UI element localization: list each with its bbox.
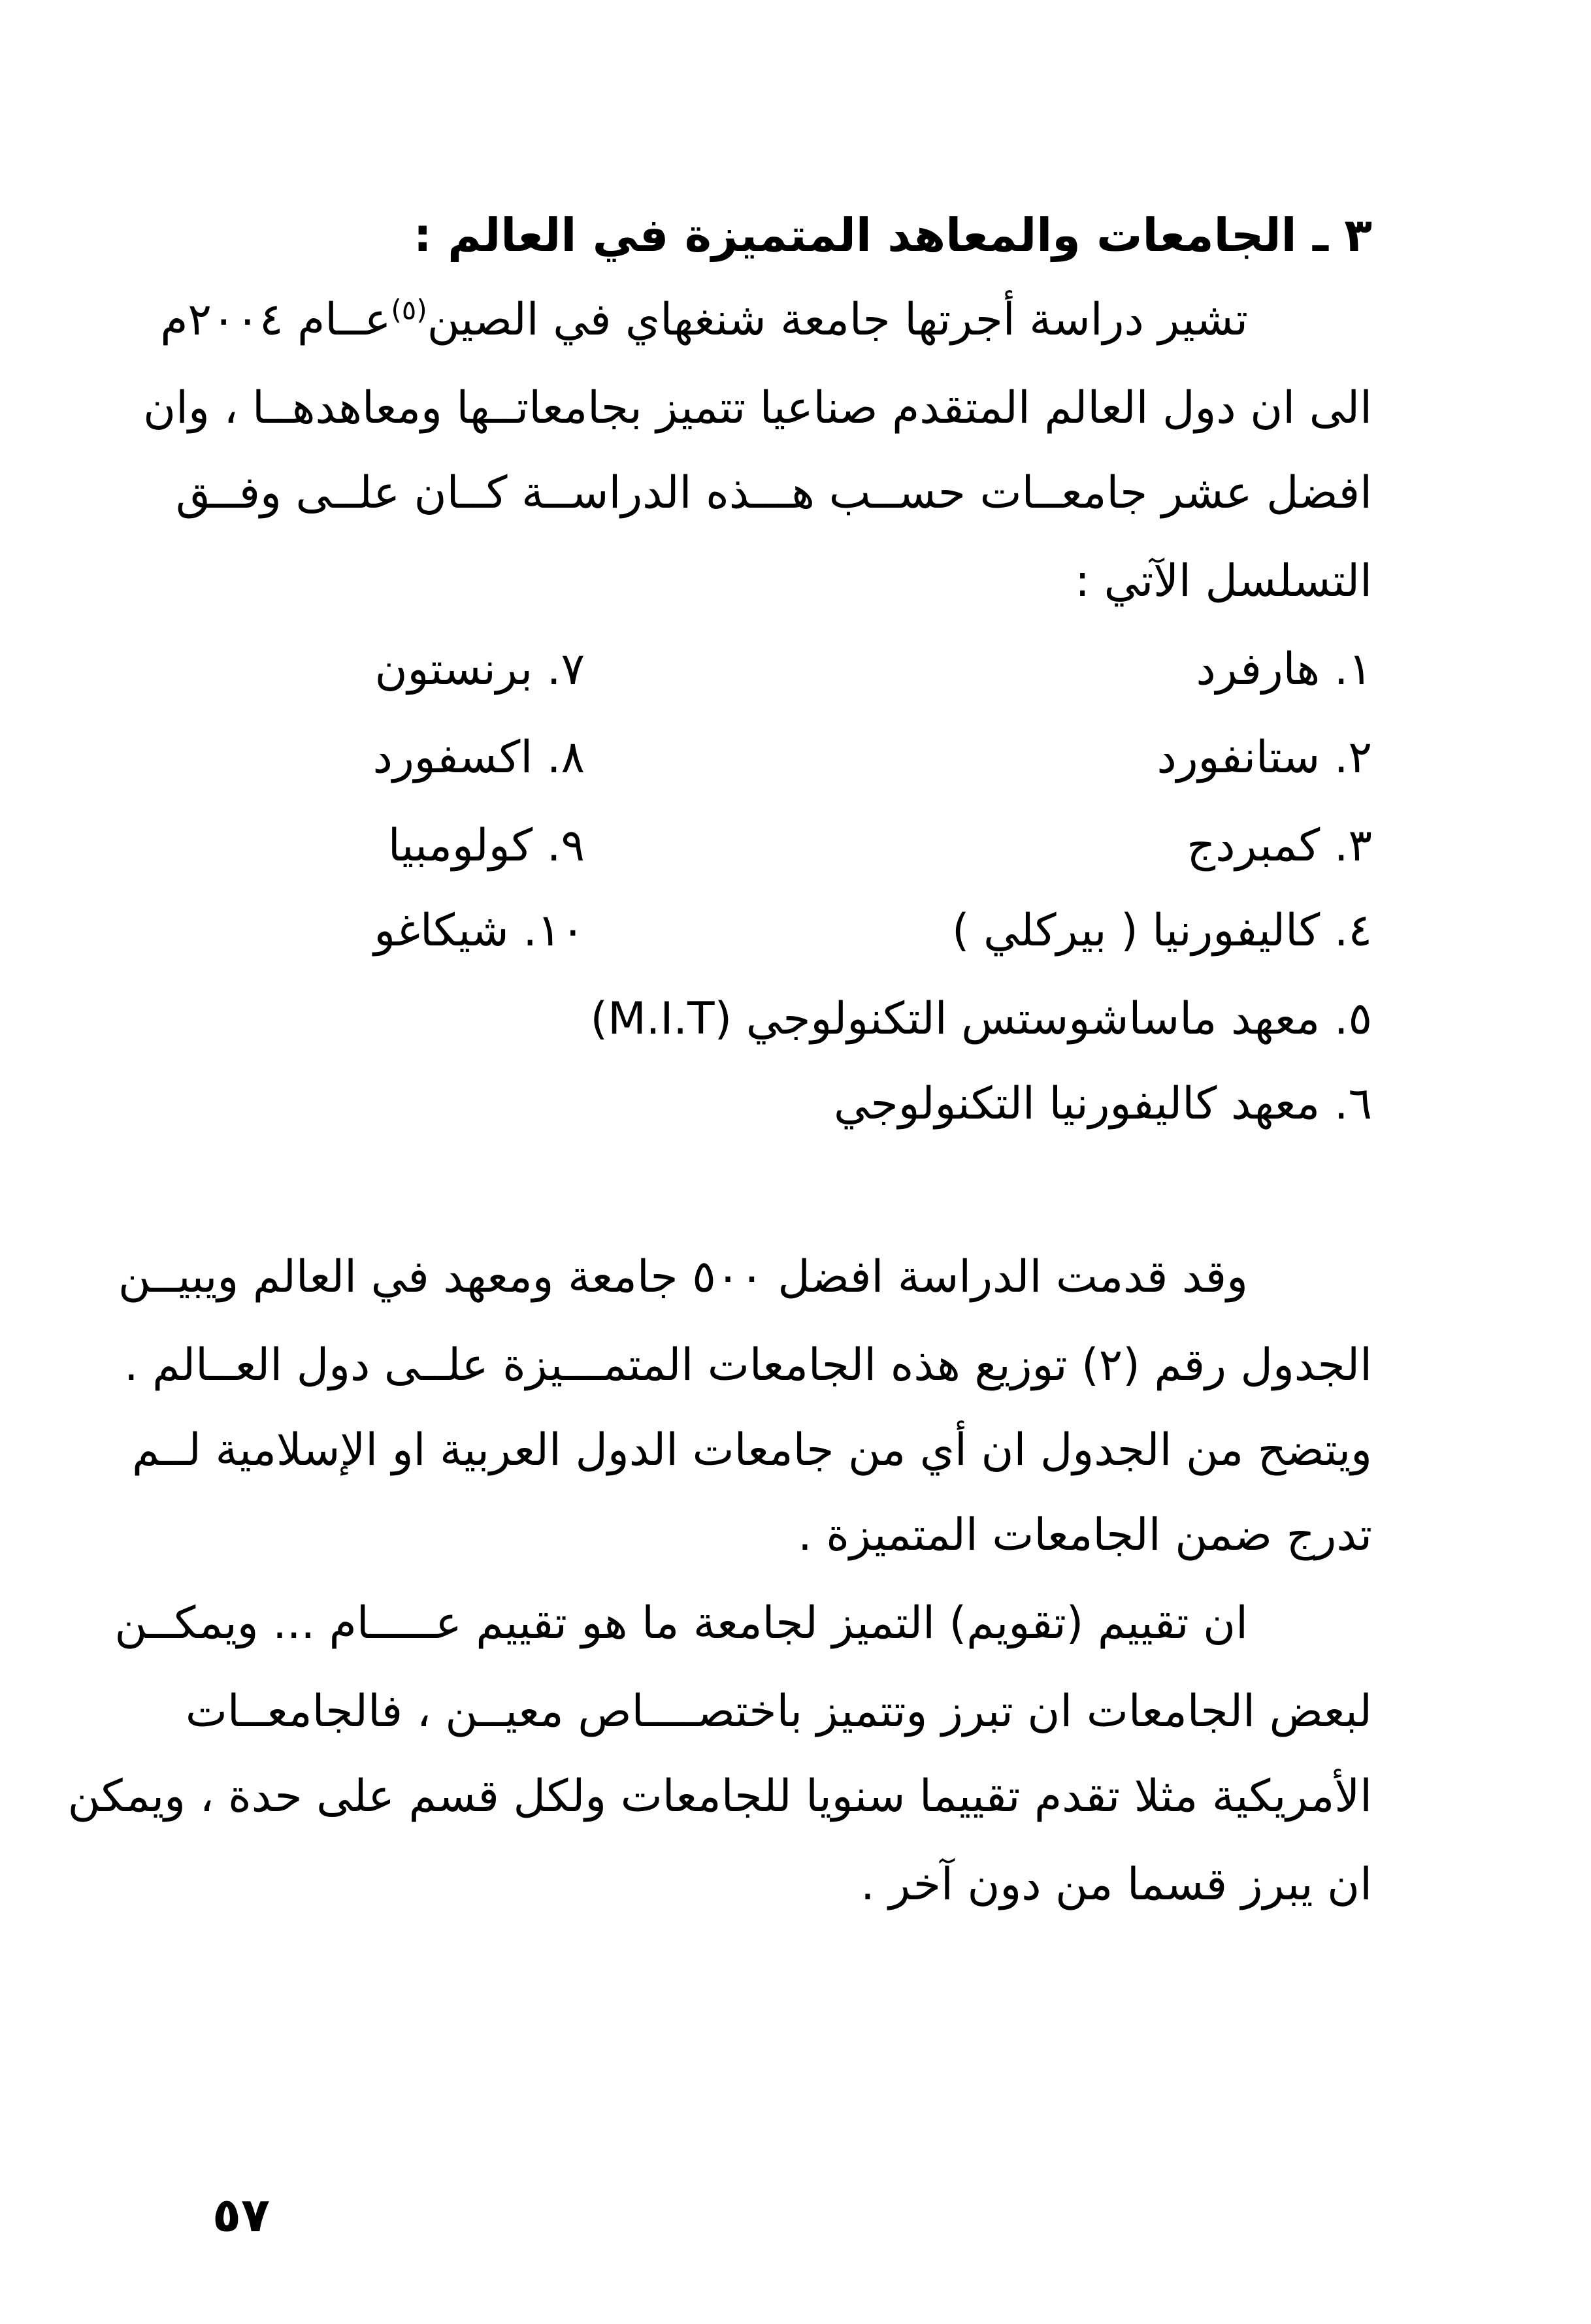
intro-line-2: الى ان دول العالم المتقدم صناعيا تتميز بجامعاتــها ومعاهدهــا ، وان xyxy=(143,382,1372,434)
ranking-item-3: ٣. كمبردج xyxy=(1187,820,1372,872)
intro-text-b: عــام ٢٠٠٤م xyxy=(160,294,391,346)
ranking-item-5: ٥. معهد ماساشوستس التكنولوجي (M.I.T) xyxy=(590,993,1372,1045)
paragraph-2-line-1: وقد قدمت الدراسة افضل ٥٠٠ جامعة ومعهد في العالم ويبيــن xyxy=(118,1251,1248,1303)
ranking-item-6: ٦. معهد كاليفورنيا التكنولوجي xyxy=(833,1078,1372,1130)
paragraph-2-line-2: الجدول رقم (٢) توزيع هذه الجامعات المتمـــيزة علــى دول العــالم . xyxy=(123,1339,1372,1391)
ranking-item-4: ٤. كاليفورنيا ( بيركلي ) xyxy=(951,905,1372,957)
footnote-reference: (٥) xyxy=(391,293,427,326)
intro-line-4: التسلسل الآتي : xyxy=(1075,555,1372,607)
paragraph-3-line-2: لبعض الجامعات ان تبرز وتتميز باختصــــاص معيــن ، فالجامعــات xyxy=(185,1686,1372,1737)
intro-line-1 xyxy=(160,287,1372,353)
ranking-item-10: ١٠. شيكاغو xyxy=(374,905,585,957)
paragraph-3-line-4: ان يبرز قسما من دون آخر . xyxy=(861,1859,1372,1910)
paragraph-2-line-3: ويتضح من الجدول ان أي من جامعات الدول العربية او الإسلامية لــم xyxy=(132,1424,1372,1476)
section-heading: ٣ ـ الجامعات والمعاهد المتميزة في العالم : xyxy=(413,208,1372,262)
ranking-item-7: ٧. برنستون xyxy=(374,644,585,695)
intro-line-3: افضل عشر جامعــات حســب هـــذه الدراســة كــان علــى وفــق xyxy=(175,467,1372,519)
ranking-item-2: ٢. ستانفورد xyxy=(1156,732,1372,783)
ranking-item-1: ١. هارفرد xyxy=(1196,644,1372,695)
page-number: ٥٧ xyxy=(212,2187,270,2242)
ranking-item-8: ٨. اكسفورد xyxy=(372,732,585,783)
paragraph-3-line-1: ان تقييم (تقويم) التميز لجامعة ما هو تقييم عـــــام ... ويمكــن xyxy=(114,1597,1248,1649)
ranking-item-9: ٩. كولومبيا xyxy=(387,820,585,872)
paragraph-3-line-3: الأمريكية مثلا تقدم تقييما سنويا للجامعات ولكل قسم على حدة ، ويمكن xyxy=(67,1771,1372,1822)
paragraph-2-line-4: تدرج ضمن الجامعات المتميزة . xyxy=(798,1509,1372,1561)
intro-text-a: تشير دراسة أجرتها جامعة شنغهاي في الصين xyxy=(427,294,1248,346)
